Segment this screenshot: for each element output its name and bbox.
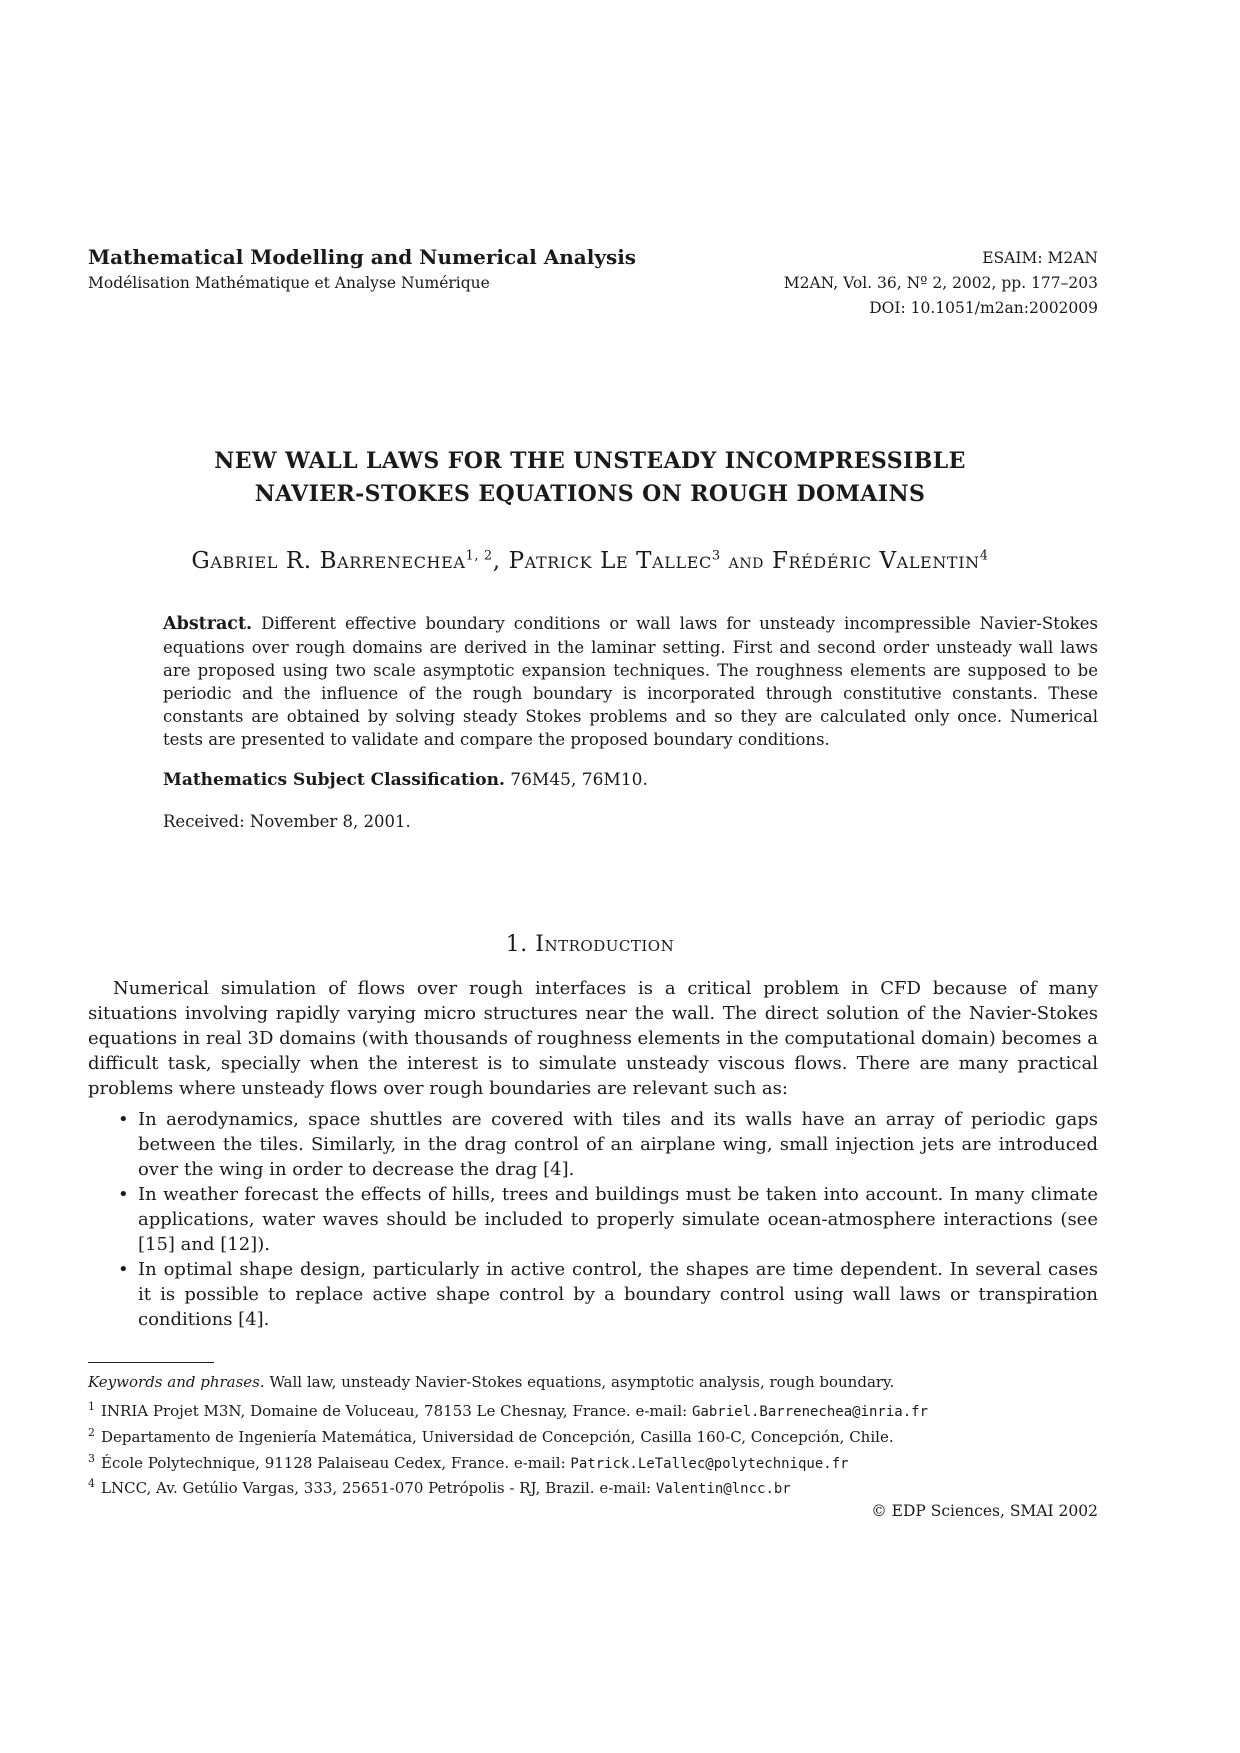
footnote-4-text: LNCC, Av. Getúlio Vargas, 333, 25651-070 Petrópolis - RJ, Brazil. e-mail: bbox=[101, 1479, 652, 1497]
journal-series: ESAIM: M2AN bbox=[982, 249, 1098, 267]
journal-volume: M2AN, Vol. 36, Nº 2, 2002, pp. 177–203 bbox=[783, 274, 1098, 292]
author-3-affil: 4 bbox=[979, 548, 989, 564]
abstract-label: Abstract. bbox=[163, 614, 253, 634]
keywords-label: Keywords and phrases. bbox=[88, 1373, 265, 1391]
footnote-4 bbox=[88, 1477, 1098, 1497]
bullet-text: In aerodynamics, space shuttles are covered with tiles and its walls have an array of periodic gaps between the tiles. Similarly, in the drag control of an airplane wing, small injection jets are introduced over the wing in order to decrease the drag [4]. bbox=[138, 1109, 1098, 1180]
msc-label: Mathematics Subject Classification. bbox=[163, 770, 505, 790]
subject-classification bbox=[163, 770, 648, 790]
footnote-3-number: 3 bbox=[88, 1452, 95, 1465]
received-date: Received: November 8, 2001. bbox=[163, 812, 411, 831]
paper-title-line2: NAVIER-STOKES EQUATIONS ON ROUGH DOMAINS bbox=[254, 481, 926, 507]
journal-subtitle: Modélisation Mathématique et Analyse Numérique bbox=[88, 274, 490, 292]
intro-bullet-list bbox=[88, 1107, 1098, 1332]
footnote-1 bbox=[88, 1400, 1098, 1420]
author-2-affil: 3 bbox=[711, 548, 721, 564]
keywords-text: Wall law, unsteady Navier-Stokes equations, asymptotic analysis, rough boundary. bbox=[269, 1373, 895, 1391]
doi: DOI: 10.1051/m2an:2002009 bbox=[869, 299, 1098, 317]
footnote-2-text: Departamento de Ingeniería Matemática, Universidad de Concepción, Casilla 160-C, Concepción, Chile. bbox=[101, 1428, 894, 1446]
author-3: Frédéric Valentin bbox=[771, 548, 980, 574]
abstract bbox=[163, 612, 1098, 751]
abstract-text: Different effective boundary conditions or wall laws for unsteady incompressible Navier-Stokes equations over rough domains are derived in the laminar setting. First and second order unsteady wall laws are proposed using two scale asymptotic expansion techniques. The roughness elements are supposed to be periodic and the influence of the rough boundary is incorporated through constitutive constants. These constants are obtained by solving steady Stokes problems and so they are calculated only once. Numerical tests are presented to validate and compare the proposed boundary conditions. bbox=[163, 614, 1098, 749]
footnote-divider bbox=[88, 1362, 214, 1363]
footnote-1-text: INRIA Projet M3N, Domaine de Voluceau, 78153 Le Chesnay, France. e-mail: bbox=[101, 1402, 688, 1420]
authors: Gabriel R. Barrenechea$^{1, 2}$, Patrick Le Tallec$^3$ and Frédéric Valentin$^4$ bbox=[191, 548, 989, 574]
footnote-2 bbox=[88, 1426, 1098, 1446]
bullet-icon: • bbox=[118, 1184, 129, 1205]
footnote-3-text: École Polytechnique, 91128 Palaiseau Cedex, France. e-mail: bbox=[101, 1454, 566, 1472]
footnote-4-email[interactable]: Valentin@lncc.br bbox=[655, 1481, 791, 1497]
author-1-affil: 1, 2 bbox=[465, 548, 493, 564]
intro-paragraph: Numerical simulation of flows over rough interfaces is a critical problem in CFD because of many situations involving rapidly varying micro structures near the wall. The direct solution of the Navier-Stokes equations in real 3D domains (with thousands of roughness elements in the computational domain) becomes a difficult task, specially when the interest is to simulate unsteady viscous flows. There are many practical problems where unsteady flows over rough boundaries are relevant such as: bbox=[88, 978, 1098, 1099]
bullet-icon: • bbox=[118, 1259, 129, 1280]
list-item bbox=[88, 1182, 1098, 1257]
footnote-2-number: 2 bbox=[88, 1426, 95, 1439]
footnote-4-number: 4 bbox=[88, 1477, 95, 1490]
paper-title-line1: NEW WALL LAWS FOR THE UNSTEADY INCOMPRESSIBLE bbox=[214, 448, 966, 474]
journal-title: Mathematical Modelling and Numerical Analysis bbox=[88, 245, 637, 269]
bullet-icon: • bbox=[118, 1109, 129, 1130]
author-1: Gabriel R. Barrenechea bbox=[191, 548, 466, 574]
bullet-text: In optimal shape design, particularly in active control, the shapes are time dependent. In several cases it is possible to replace active shape control by a boundary control using wall laws or transpiration conditions [4]. bbox=[138, 1259, 1098, 1330]
footnote-keywords bbox=[88, 1373, 1098, 1391]
section-number: 1. bbox=[505, 932, 528, 957]
copyright: © EDP Sciences, SMAI 2002 bbox=[871, 1502, 1098, 1520]
footnote-3-email[interactable]: Patrick.LeTallec@polytechnique.fr bbox=[570, 1456, 849, 1472]
footnote-1-email[interactable]: Gabriel.Barrenechea@inria.fr bbox=[692, 1404, 929, 1420]
author-and: and bbox=[728, 549, 765, 573]
list-item bbox=[88, 1257, 1098, 1332]
bullet-text: In weather forecast the effects of hills, trees and buildings must be taken into account. In many climate applications, water waves should be included to properly simulate ocean-atmosphere interactions (see [15] and [12]). bbox=[138, 1184, 1098, 1255]
footnote-1-number: 1 bbox=[88, 1400, 95, 1413]
section-title: Introduction bbox=[535, 932, 675, 957]
footnote-3 bbox=[88, 1452, 1098, 1472]
msc-value: 76M45, 76M10. bbox=[510, 770, 648, 790]
section-heading bbox=[0, 932, 1180, 957]
list-item bbox=[88, 1107, 1098, 1182]
author-2: Patrick Le Tallec bbox=[508, 548, 712, 574]
